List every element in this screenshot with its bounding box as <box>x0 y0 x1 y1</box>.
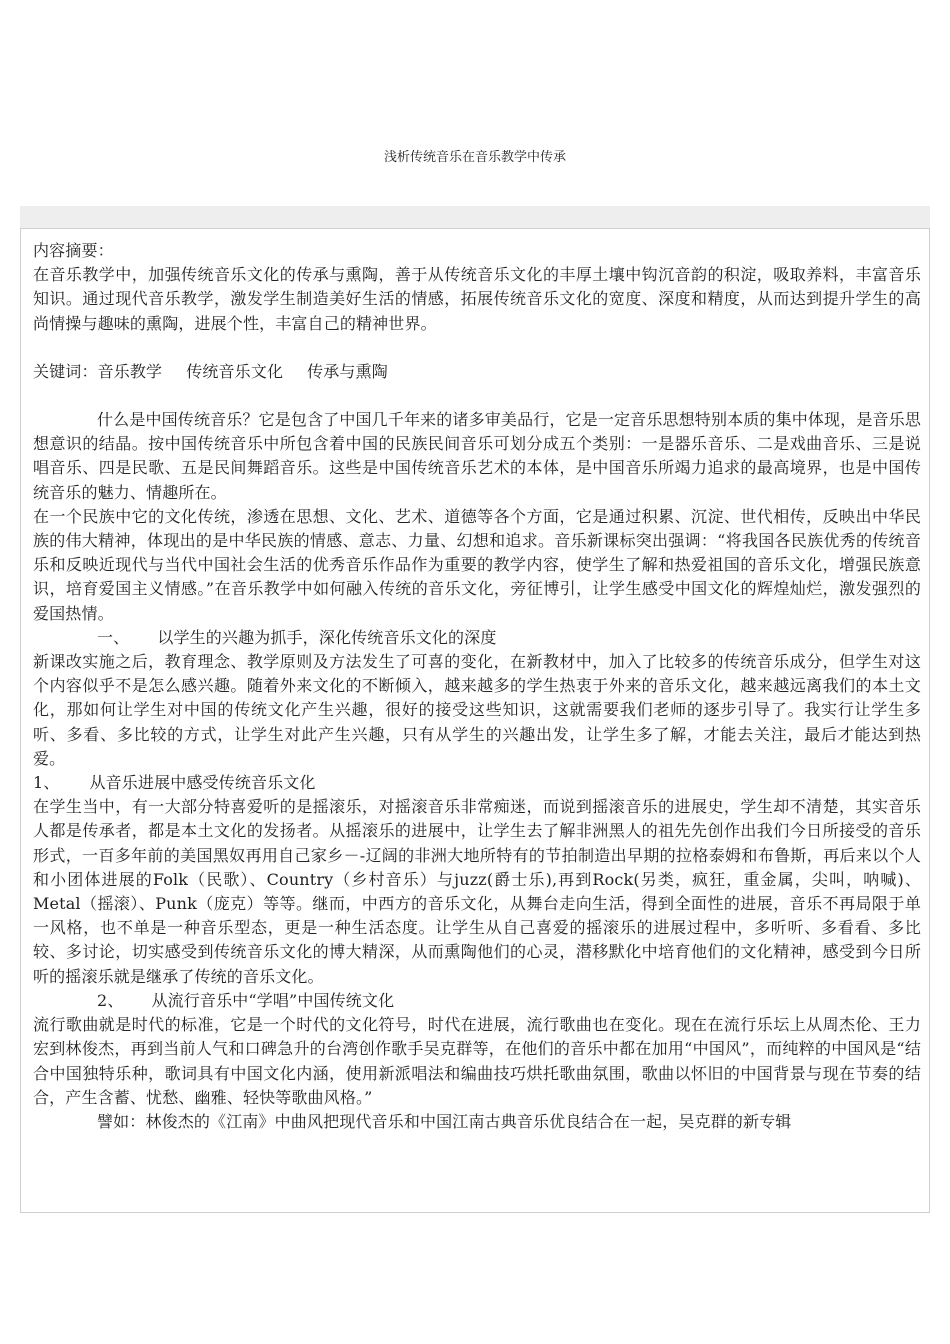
subsection-heading-2 <box>33 989 921 1013</box>
paragraph-rock: 在学生当中，有一大部分特喜爱听的是摇滚乐，对摇滚音乐非常痴迷，而说到摇滚音乐的进展史，学生却不清楚，其实音乐人都是传承者，都是本土文化的发扬者。从摇滚乐的进展中，让学生去了解非洲黑人的祖先先创作出我们今日所接受的音乐形式，一百多年前的美国黑奴再用自己家乡－-辽阔的非洲大地所特有的节拍制造出早期的拉格泰姆和布鲁斯，再后来以个人和小团体进展的Folk（民歌）、Country（乡村音乐）与juzz(爵士乐),再到Rock(另类，疯狂，重金属，尖叫，呐喊)、Metal（摇滚）、Punk（庞克）等等。继而，中西方的音乐文化，从舞台走向生活，得到全面性的进展，音乐不再局限于单一风格，也不单是一种音乐型态，更是一种生活态度。让学生从自己喜爱的摇滚乐的进展过程中，多听听、多看看、多比较、多讨论，切实感受到传统音乐文化的博大精深，从而熏陶他们的心灵，潜移默化中培育他们的文化精神，感受到今日所听的摇滚乐就是继承了传统的音乐文化。 <box>33 797 921 986</box>
section-heading-1 <box>33 626 921 650</box>
article-frame <box>20 228 930 1213</box>
keyword-1: 音乐教学 <box>97 361 163 381</box>
subsection-number: 1、 <box>33 773 60 793</box>
keyword-2: 传统音乐文化 <box>186 361 284 381</box>
document-title: 浅析传统音乐在音乐教学中传承 <box>383 150 566 165</box>
paragraph-pop: 流行歌曲就是时代的标准，它是一个时代的文化符号，时代在进展，流行歌曲也在变化。现在在流行乐坛上从周杰伦、王力宏到林俊杰，再到当前人气和口碑急升的台湾创作歌手吴克群等，在他们的音乐中都在加用“中国风”，而纯粹的中国风是“结合中国独特乐种，歌词具有中国文化内涵，使用新派唱法和编曲技巧烘托歌曲氛围，歌曲以怀旧的中国背景与现在节奏的结合，产生含蓄、忧愁、幽雅、轻快等歌曲风格。” <box>33 1015 921 1107</box>
section-number: 一、 <box>97 627 130 647</box>
paragraph-intro: 什么是中国传统音乐？它是包含了中国几千年来的诸多审美品行，它是一定音乐思想特别本质的集中体现，是音乐思想意识的结晶。按中国传统音乐中所包含着中国的民族民间音乐可划分成五个类别：一是器乐音乐、二是戏曲音乐、三是说唱音乐、四是民歌、五是民间舞蹈音乐。这些是中国传统音乐艺术的本体，是中国音乐所竭力追求的最高境界，也是中国传统音乐的魅力、情趣所在。 <box>33 410 921 502</box>
keywords-label: 关键词： <box>33 361 98 381</box>
keywords-line <box>33 360 921 384</box>
spacer <box>33 336 921 360</box>
abstract-label: 内容摘要： <box>33 241 114 260</box>
paragraph-example: 譬如：林俊杰的《江南》中曲风把现代音乐和中国江南古典音乐优良结合在一起，吴克群的新专辑 <box>97 1111 792 1131</box>
subsection-title: 从音乐进展中感受传统音乐文化 <box>89 773 316 793</box>
abstract-text: 在音乐教学中，加强传统音乐文化的传承与熏陶，善于从传统音乐文化的丰厚土壤中钩沉音韵的积淀，吸取养料，丰富音乐知识。通过现代音乐教学，激发学生制造美好生活的情感，拓展传统音乐文化的宽度、深度和精度，从而达到提升学生的高尚情操与趣味的熏陶，进展个性，丰富自己的精神世界。 <box>33 265 921 333</box>
subsection-title: 从流行音乐中“学唱”中国传统文化 <box>151 990 395 1010</box>
keyword-3: 传承与熏陶 <box>307 361 388 381</box>
subsection-heading-1 <box>33 771 921 795</box>
spacer <box>33 384 921 408</box>
paragraph-culture: 在一个民族中它的文化传统，渗透在思想、文化、艺术、道德等各个方面，它是通过积累、沉淀、世代相传，反映出中华民族的伟大精神，体现出的是中华民族的情感、意志、力量、幻想和追求。音乐新课标突出强调：“将我国各民族优秀的传统音乐和反映近现代与当代中国社会生活的优秀音乐作品作为重要的教学内容，使学生了解和热爱祖国的音乐文化，增强民族意识，培育爱国主义情感。”在音乐教学中如何融入传统的音乐文化，旁征博引，让学生感受中国文化的辉煌灿烂，激发强烈的爱国热情。 <box>33 506 921 623</box>
paragraph-reform: 新课改实施之后，教育理念、教学原则及方法发生了可喜的变化，在新教材中，加入了比较多的传统音乐成分，但学生对这个内容似乎不是怎么感兴趣。随着外来文化的不断倾入，越来越多的学生热衷于外来的音乐文化，越来越远离我们的本土文化，那如何让学生对中国的传统文化产生兴趣，很好的接受这些知识，这就需要我们老师的逐步引导了。我实行让学生多听、多看、多比较的方式，让学生对此产生兴趣，只有从学生的兴趣出发，让学生多了解，才能去关注，最后才能达到热爱。 <box>33 652 921 768</box>
article-body <box>33 239 921 1134</box>
section-title: 以学生的兴趣为抓手，深化传统音乐文化的深度 <box>157 627 497 647</box>
subsection-number: 2、 <box>97 990 124 1010</box>
header-band <box>20 206 930 228</box>
